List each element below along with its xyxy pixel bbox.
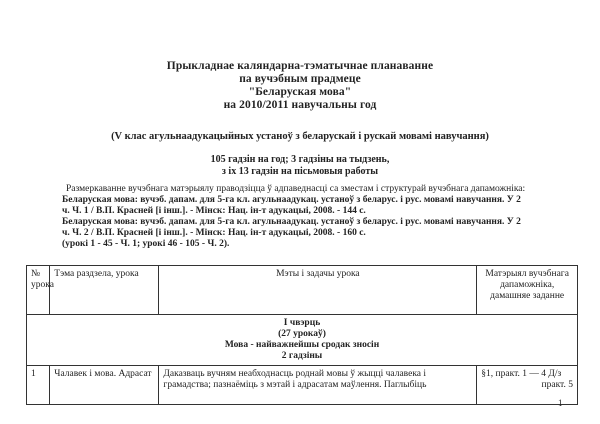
reference-2-line-2: ч. Ч. 2 / В.П. Красней [і інш.]. - Мінск: Нац. ін-т адукацыі, 2008. - 160 с. [62,228,366,238]
row-goals: Даказваць вучням неабходнасць роднай мовы ў жыцці чалавека і грамадства; пазнаёміць з мэтай і адрасатам маўлення. Паглыбіць [159,366,477,405]
title-line-2: па вучэбным прадмеце [239,73,361,85]
section-topic: Мова - найважнейшы сродак зносін [224,340,380,350]
hours-info [0,154,600,178]
header-materials: Матэрыял вучэбнага дапаможніка, дамашняе заданне [477,266,578,315]
hours-line-2: з іх 13 гадзін на пісьмовыя работы [221,166,379,177]
header-topic: Тэма раздзела, урока [50,266,159,315]
table-header-row [27,266,578,315]
reference-2-line-1: Беларуская мова: вучэб. дапам. для 5-га кл. агульнаадукац. устаноў з беларус. і рус. мовамі навучання. У 2 [62,217,521,227]
section-quarter: I чвэрць [283,318,321,328]
section-row [27,315,578,366]
references-block [62,184,572,250]
section-hours: 2 гадзіны [281,351,323,361]
row-materials: §1, практ. 1 — 4 Д/з практ. 5 [477,366,578,405]
section-heading [27,315,578,366]
title-line-3: "Беларуская мова" [248,86,352,98]
header-goals: Мэты і задачы урока [159,266,477,315]
header-lesson-number: № урока [27,266,50,315]
title-line-4: на 2010/2011 навучальны год [223,99,377,111]
reference-1-line-1: Беларуская мова: вучэб. дапам. для 5-га кл. агульнаадукац. устаноў з беларус. і рус. мовамі навучання. У 2 [62,195,521,205]
references-lessons: (урокі 1 - 45 - Ч. 1; урокі 46 - 105 - Ч. 2). [62,239,230,249]
document-subtitle: (V клас агульнаадукацыйных устаноў з беларускай і рускай мовамі навучання) [111,131,489,142]
section-lesson-count: (27 урокаў) [278,329,326,339]
table-row [27,366,578,405]
row-lesson-number: 1 [27,366,50,405]
row-topic: Чалавек і мова. Адрасат [50,366,159,405]
hours-line-1: 105 гадзін на год; 3 гадзіны на тыдзень, [210,154,390,165]
plan-table [26,265,578,405]
references-intro: Размеркаванне вучэбнага матэрыялу праводзіцца ў адпаведнасці са зместам і структурай вучэбнага дапаможніка: [66,184,526,194]
document-title [0,60,600,112]
page-number: 1 [558,398,563,408]
title-line-1: Прыкладнае каляндарна-тэматычнае планаванне [166,60,434,72]
reference-1-line-2: ч. Ч. 1 / В.П. Красней [і інш.]. - Мінск: Нац. ін-т адукацыі, 2008. - 144 с. [62,206,366,216]
